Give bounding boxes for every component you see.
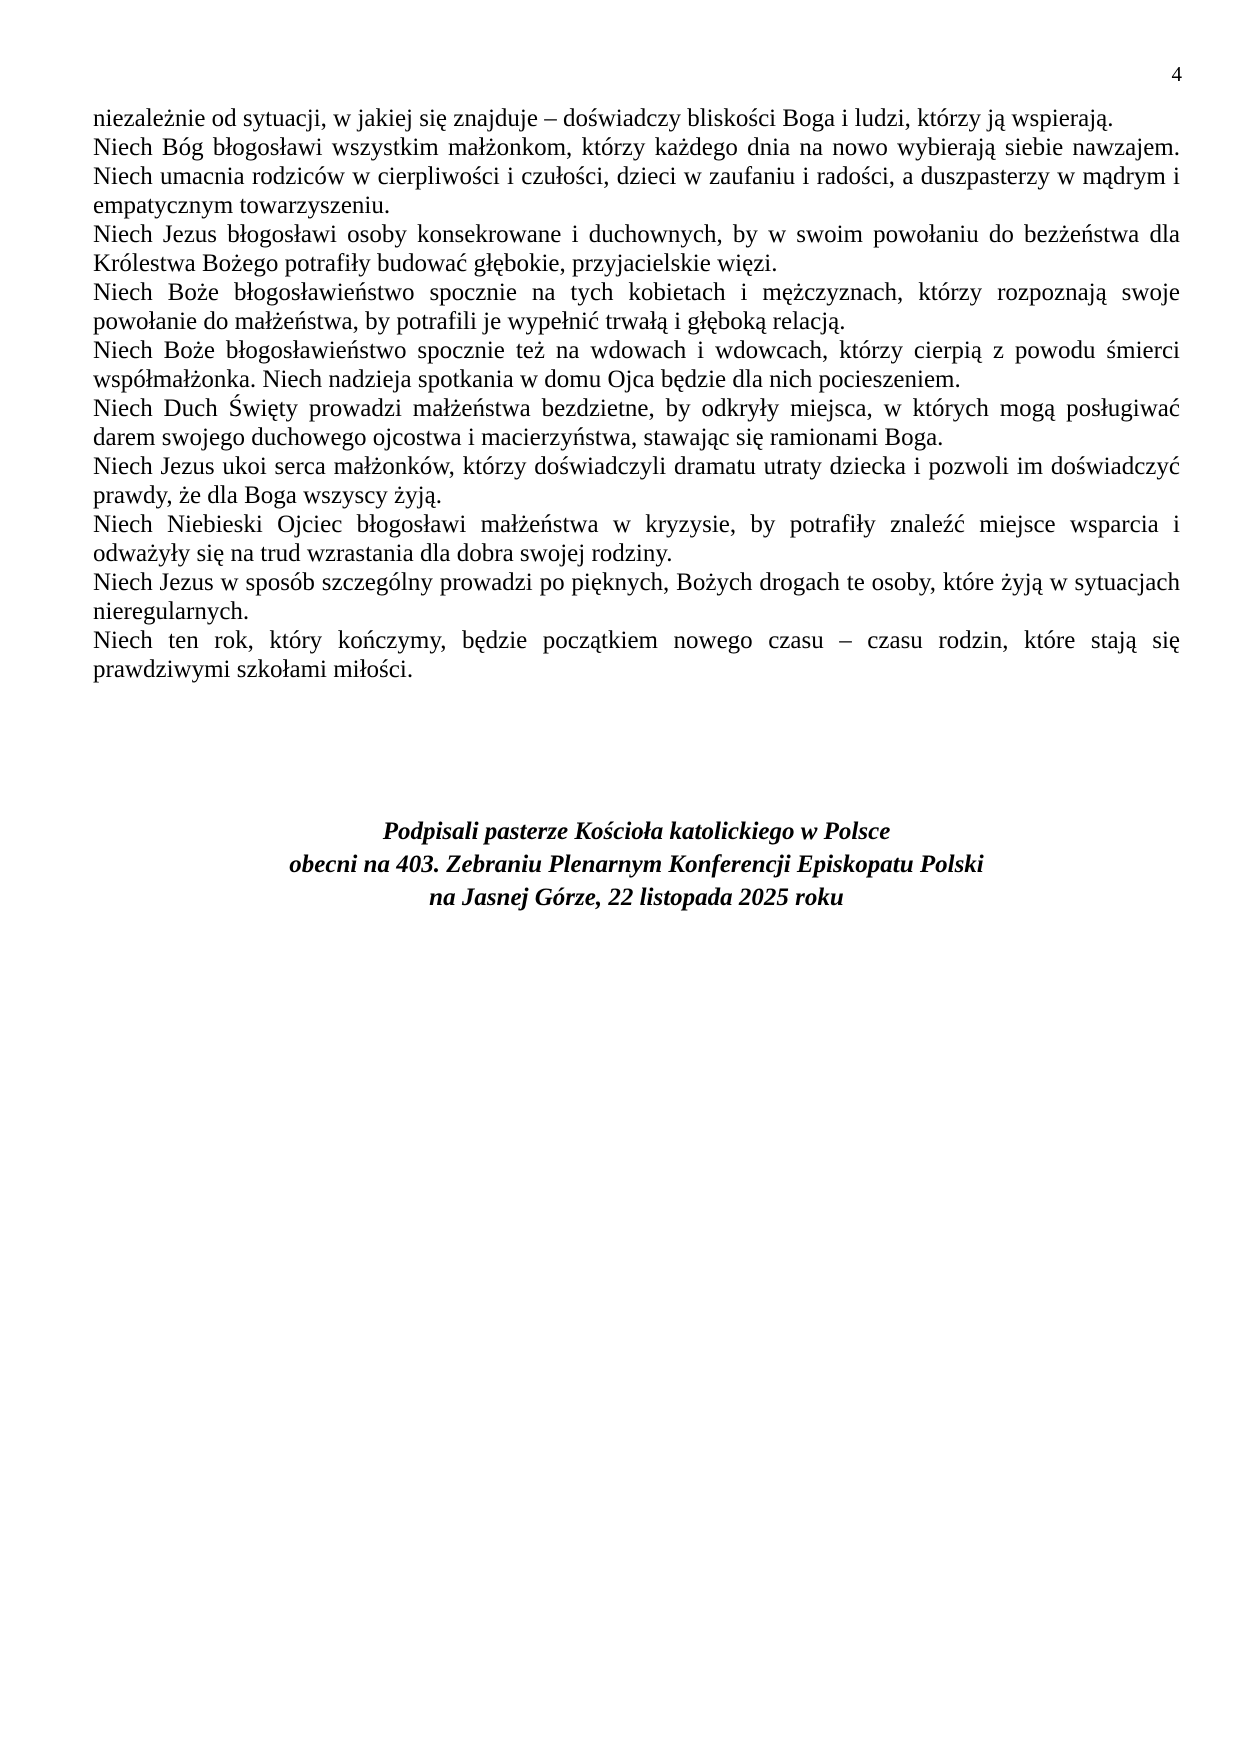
signature-block: [93, 815, 1180, 914]
signature-line-assembly: obecni na 403. Zebraniu Plenarnym Konferencji Episkopatu Polski: [289, 851, 984, 878]
paragraph-blessing-irregular: Niech Jezus w sposób szczególny prowadzi po pięknych, Bożych drogach te osoby, które żyją w sytuacjach nieregularnych.: [93, 569, 1180, 625]
paragraph-blessing-childless: Niech Duch Święty prowadzi małżeństwa bezdzietne, by odkryły miejsca, w których mogą posługiwać darem swojego duchowego ojcostwa i macierzyństwa, stawając się ramionami Boga.: [93, 395, 1180, 451]
paragraph-blessing-engaged: Niech Boże błogosławieństwo spocznie na tych kobietach i mężczyznach, którzy rozpoznają swoje powołanie do małżeństwa, by potrafili je wypełnić trwałą i głęboką relacją.: [93, 279, 1180, 335]
paragraph-blessing-widows: Niech Boże błogosławieństwo spocznie też na wdowach i wdowcach, którzy cierpią z powodu śmierci współmałżonka. Niech nadzieja spotkania w domu Ojca będzie dla nich pocieszeniem.: [93, 337, 1180, 393]
signature-line-signers: Podpisali pasterze Kościoła katolickiego w Polsce: [382, 818, 891, 845]
signature-line-place-date: na Jasnej Górze, 22 listopada 2025 roku: [429, 884, 844, 911]
paragraph-intro-continuation: niezależnie od sytuacji, w jakiej się znajduje – doświadczy bliskości Boga i ludzi, którzy ją wspierają.: [93, 105, 1114, 132]
document-body: [93, 104, 1180, 914]
paragraph-blessing-bereaved: Niech Jezus ukoi serca małżonków, którzy doświadczyli dramatu utraty dziecka i pozwoli im doświadczyć prawdy, że dla Boga wszyscy żyją.: [93, 453, 1180, 509]
paragraph-blessing-crisis: Niech Niebieski Ojciec błogosławi małżeństwa w kryzysie, by potrafiły znaleźć miejsce wsparcia i odważyły się na trud wzrastania dla dobra swojej rodziny.: [93, 511, 1180, 567]
paragraph-blessing-spouses: Niech Bóg błogosławi wszystkim małżonkom, którzy każdego dnia na nowo wybierają siebie nawzajem. Niech umacnia rodziców w cierpliwości i czułości, dzieci w zaufaniu i radości, a duszpasterzy w mądrym i empatycznym towarzyszeniu.: [93, 134, 1180, 219]
page-number: 4: [1171, 62, 1182, 86]
paragraph-closing: Niech ten rok, który kończymy, będzie początkiem nowego czasu – czasu rodzin, które stają się prawdziwymi szkołami miłości.: [93, 627, 1180, 683]
paragraph-blessing-consecrated: Niech Jezus błogosławi osoby konsekrowane i duchownych, by w swoim powołaniu do bezżeństwa dla Królestwa Bożego potrafiły budować głębokie, przyjacielskie więzi.: [93, 221, 1180, 277]
